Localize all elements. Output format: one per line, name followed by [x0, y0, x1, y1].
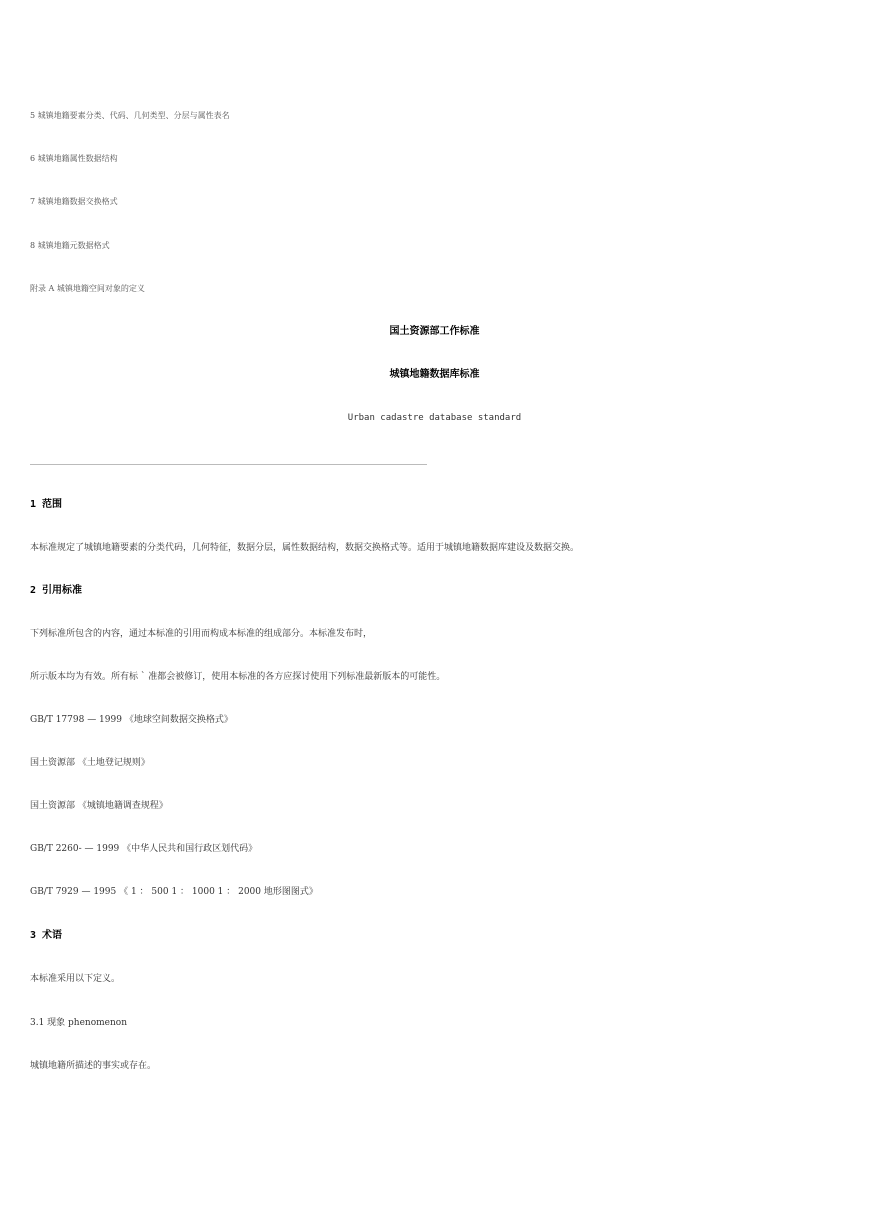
term-3-1-definition: 城镇地籍所描述的事实或存在。	[30, 1061, 157, 1071]
section-title: 术语	[42, 930, 63, 941]
section-number: 2	[30, 585, 37, 596]
section-3-heading	[30, 930, 62, 942]
title-divider	[30, 464, 427, 465]
section-title: 范围	[42, 499, 63, 510]
toc-appendix-a[interactable]: 附录 A 城镇地籍空间对象的定义	[30, 284, 145, 293]
section-1-heading	[30, 499, 62, 511]
section-3-intro: 本标准采用以下定义。	[30, 974, 121, 984]
reference-item: GB/T 2260- — 1999 《中华人民共和国行政区划代码》	[30, 844, 258, 854]
toc-item-5[interactable]: 5 城镇地籍要素分类、代码、几何类型、分层与属性表名	[30, 111, 230, 120]
section-2-heading	[30, 585, 82, 597]
reference-item: GB/T 7929 — 1995 《 1 ： 500 1 ： 1000 1 ： 2000 地形图图式》	[30, 887, 318, 897]
toc-item-8[interactable]: 8 城镇地籍元数据格式	[30, 241, 110, 250]
reference-item: 国土资源部 《城镇地籍调查规程》	[30, 801, 168, 811]
toc-item-6[interactable]: 6 城镇地籍属性数据结构	[30, 154, 118, 163]
toc-item-7[interactable]: 7 城镇地籍数据交换格式	[30, 197, 118, 206]
section-number: 3	[30, 930, 37, 941]
section-2-para-2: 所示版本均为有效。所有标 ` 准都会被修订，使用本标准的各方应探讨使用下列标准最新版本的可能性。	[30, 672, 446, 682]
section-1-text: 本标准规定了城镇地籍要素的分类代码，几何特征，数据分层，属性数据结构，数据交换格式等。适用于城镇地籍数据库建设及数据交换。	[30, 543, 580, 553]
section-number: 1	[30, 499, 37, 510]
standard-category: 国土资源部工作标准	[389, 326, 480, 337]
reference-item: GB/T 17798 — 1999 《地球空间数据交换格式》	[30, 715, 233, 725]
standard-english-title: Urban cadastre database standard	[347, 413, 522, 423]
section-title: 引用标准	[42, 585, 83, 596]
standard-title: 城镇地籍数据库标准	[389, 369, 480, 380]
section-2-para-1: 下列标准所包含的内容，通过本标准的引用而构成本标准的组成部分。本标准发布时，	[30, 629, 373, 639]
reference-item: 国土资源部 《土地登记规则》	[30, 758, 150, 768]
term-3-1: 3.1 现象 phenomenon	[30, 1018, 128, 1028]
